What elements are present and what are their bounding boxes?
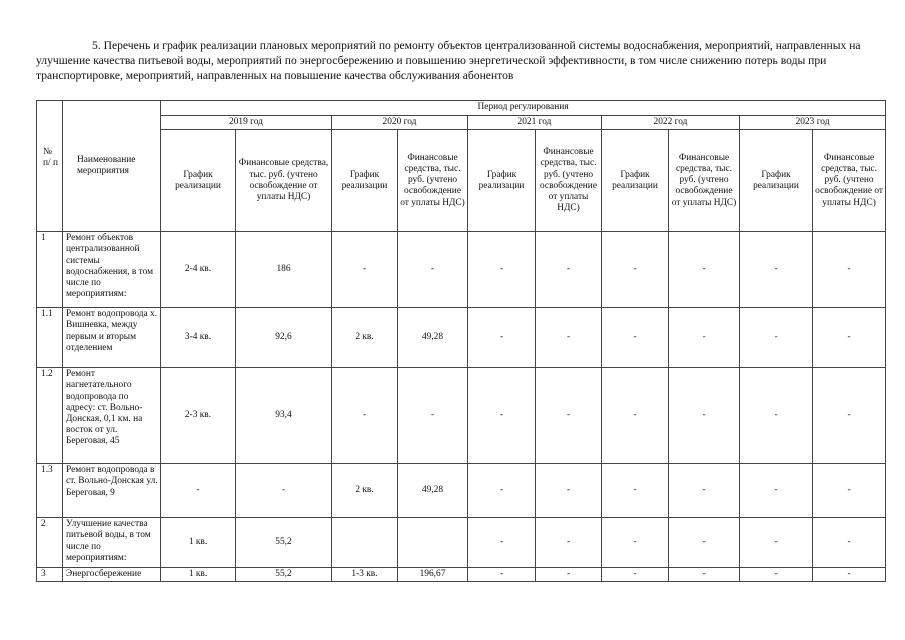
cell-finance: - (536, 464, 602, 518)
table-row (37, 232, 886, 308)
table-row (37, 518, 886, 568)
header-finance: Финансовые средства, тыс. руб. (учтено освобождение от уплаты НДС) (398, 130, 468, 232)
table-row (37, 368, 886, 464)
cell-schedule: - (468, 368, 536, 464)
row-number: 1.1 (37, 308, 63, 368)
row-number: 1 (37, 232, 63, 308)
cell-finance: - (536, 518, 602, 568)
cell-schedule: 1 кв. (161, 518, 236, 568)
header-year: 2023 год (740, 116, 886, 130)
cell-schedule: - (740, 518, 813, 568)
row-name: Ремонт водопровода в ст. Вольно-Донская ул. Береговая, 9 (63, 464, 161, 518)
cell-schedule: 1-3 кв. (332, 568, 398, 582)
header-year: 2020 год (332, 116, 468, 130)
cell-schedule: - (602, 464, 669, 518)
document-heading: 5. Перечень и график реализации плановых мероприятий по ремонту объектов централизованной системы водоснабжения, мероприятий, направленных на улучшение качества питьевой воды, мероприятий по энергосбережению и повышению энергетической эффективности, в том числе снижению потерь воды при транспортировке, мероприятий, направленных на повышение качества обслуживания абонентов (36, 39, 861, 82)
row-name: Улучшение качества питьевой воды, в том числе по мероприятиям: (63, 518, 161, 568)
row-name: Ремонт объектов централизованной системы водоснабжения, в том числе по мероприятиям: (63, 232, 161, 308)
cell-finance: 55,2 (236, 568, 332, 582)
cell-schedule: - (602, 232, 669, 308)
cell-schedule: 3-4 кв. (161, 308, 236, 368)
header-schedule: График реализации (161, 130, 236, 232)
header-finance: Финансовые средства, тыс. руб. (учтено освобождение от уплаты НДС) (813, 130, 886, 232)
cell-schedule: - (468, 464, 536, 518)
cell-schedule: - (161, 464, 236, 518)
row-name: Ремонт нагнетательного водопровода по адресу: ст. Вольно-Донская, 0,1 км. на восток от ул. Береговая, 45 (63, 368, 161, 464)
cell-finance: 196,67 (398, 568, 468, 582)
cell-schedule: 2 кв. (332, 464, 398, 518)
table-row (37, 464, 886, 518)
header-schedule: График реализации (602, 130, 669, 232)
header-num: № п/ п (37, 101, 63, 232)
cell-finance: - (398, 368, 468, 464)
cell-schedule: - (602, 308, 669, 368)
table-row (37, 568, 886, 582)
cell-schedule: 1 кв. (161, 568, 236, 582)
cell-finance: - (536, 308, 602, 368)
cell-finance: - (669, 368, 740, 464)
cell-schedule: - (740, 308, 813, 368)
cell-schedule: - (602, 518, 669, 568)
row-number: 2 (37, 518, 63, 568)
cell-schedule: - (602, 568, 669, 582)
cell-schedule: - (740, 368, 813, 464)
cell-finance: - (236, 464, 332, 518)
header-schedule: График реализации (740, 130, 813, 232)
header-year: 2021 год (468, 116, 602, 130)
cell-finance: - (813, 232, 886, 308)
cell-schedule: - (468, 518, 536, 568)
header-finance: Финансовые средства, тыс. руб. (учтено освобождение от уплаты НДС) (669, 130, 740, 232)
cell-schedule: - (332, 368, 398, 464)
row-number: 3 (37, 568, 63, 582)
cell-finance: - (536, 232, 602, 308)
header-schedule: График реализации (332, 130, 398, 232)
plan-table (36, 100, 886, 582)
cell-finance: - (669, 308, 740, 368)
header-finance: Финансовые средства, тыс. руб. (учтено освобождение от уплаты НДС) (236, 130, 332, 232)
header-period: Период регулирования (161, 101, 886, 116)
cell-finance: - (669, 518, 740, 568)
cell-finance: - (813, 368, 886, 464)
row-name: Ремонт водопровода х. Вишневка, между первым и вторым отделением (63, 308, 161, 368)
header-year: 2022 год (602, 116, 740, 130)
cell-schedule: 2 кв. (332, 308, 398, 368)
row-number: 1.3 (37, 464, 63, 518)
cell-finance: 93,4 (236, 368, 332, 464)
header-schedule: График реализации (468, 130, 536, 232)
cell-finance: 186 (236, 232, 332, 308)
cell-schedule (332, 518, 398, 568)
header-finance: Финансовые средства, тыс. руб. (учтено освобождение от уплаты НДС) (536, 130, 602, 232)
header-name: Наименование мероприятия (63, 101, 161, 232)
cell-finance: 92,6 (236, 308, 332, 368)
cell-finance: - (813, 518, 886, 568)
cell-finance: - (669, 232, 740, 308)
cell-schedule: 2-4 кв. (161, 232, 236, 308)
row-number: 1.2 (37, 368, 63, 464)
cell-finance: 49,28 (398, 464, 468, 518)
cell-finance: - (669, 464, 740, 518)
row-name: Энергосбережение (63, 568, 161, 582)
cell-schedule: - (468, 568, 536, 582)
cell-finance: 49,28 (398, 308, 468, 368)
cell-finance: 55,2 (236, 518, 332, 568)
cell-schedule: - (740, 232, 813, 308)
cell-finance: - (398, 232, 468, 308)
cell-schedule: - (468, 308, 536, 368)
cell-finance: - (536, 368, 602, 464)
cell-finance: - (536, 568, 602, 582)
cell-schedule: - (332, 232, 398, 308)
cell-schedule: 2-3 кв. (161, 368, 236, 464)
cell-finance (398, 518, 468, 568)
cell-finance: - (813, 464, 886, 518)
cell-finance: - (813, 308, 886, 368)
cell-schedule: - (468, 232, 536, 308)
table-row (37, 308, 886, 368)
header-year: 2019 год (161, 116, 332, 130)
cell-schedule: - (602, 368, 669, 464)
cell-schedule: - (740, 464, 813, 518)
cell-finance: - (813, 568, 886, 582)
cell-finance: - (669, 568, 740, 582)
cell-schedule: - (740, 568, 813, 582)
